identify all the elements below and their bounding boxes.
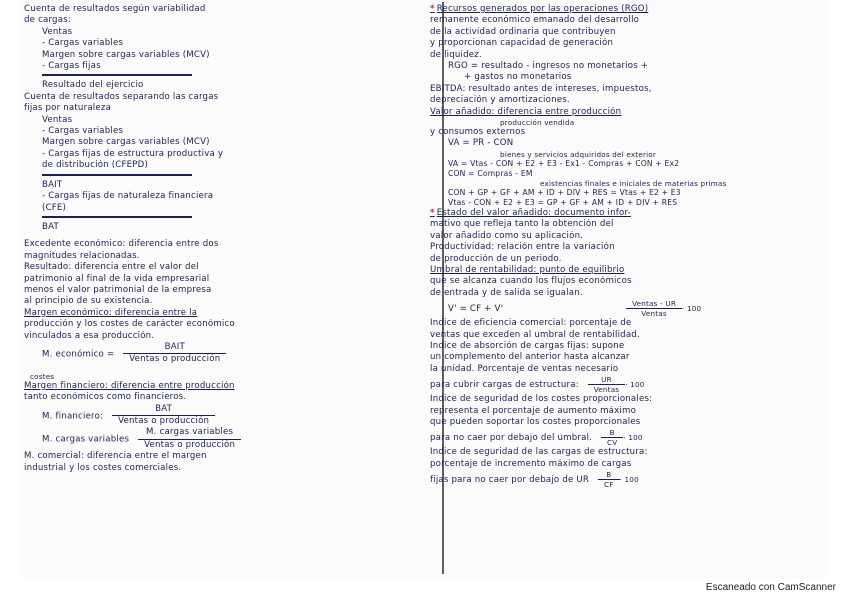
text-line: - Cargas fijas [42, 61, 101, 72]
text-line: de liquidez. [430, 49, 482, 60]
text-line: Margen sobre cargas variables (MCV) [42, 49, 210, 60]
text-line: Margen sobre cargas variables (MCV) [42, 137, 210, 148]
numerator: Ventas - UR [626, 299, 682, 309]
text-line: BAT [42, 221, 59, 232]
text-line: - Cargas variables [42, 126, 124, 137]
text-line: Productividad: relación entre la variación [430, 242, 615, 253]
text-line: fijas por naturaleza [24, 103, 112, 114]
denominator: CV [607, 438, 618, 448]
denominator: Ventas o producción [144, 439, 236, 450]
text-line: RGO = resultado - ingresos no monetarios + [448, 61, 649, 72]
right-column [430, 4, 822, 489]
text-line: fijas para no caer por debajo de UR $\frac{B}{CF}$ · 100 [430, 470, 639, 490]
text-line: industrial y los costes comerciales. [24, 462, 182, 473]
text-line: - Cargas fijas de naturaleza financiera [42, 191, 214, 202]
underline-rule [42, 174, 192, 176]
denominator: Ventas o producción [129, 354, 221, 365]
left-column [24, 4, 416, 474]
text-line: representa el porcentaje de aumento máximo [430, 405, 637, 416]
formula-financial-margin [24, 404, 416, 428]
multiplier: · 100 [625, 380, 645, 390]
fraction [138, 427, 241, 451]
text-line: VA = PR - CON [448, 138, 514, 149]
text-line: de producción de un periodo. [430, 253, 562, 264]
numerator: B [598, 470, 620, 480]
equation-line: VA = Vtas - CON + E2 + E3 - Ex1 - Compras + CON + Ex2 [448, 158, 680, 168]
text-line: y consumos externos [430, 127, 526, 138]
text-line: Cuenta de resultados separando las cargas [24, 91, 219, 102]
text-line: un complemento del anterior hasta alcanzar [430, 352, 630, 363]
text-line: al principio de su existencia. [24, 296, 153, 307]
text-line: depreciación y amortizaciones. [430, 95, 570, 106]
multiplier: · 100 [623, 433, 643, 443]
text-line: Índice de eficiencia comercial: porcentaje de [430, 318, 632, 329]
text-line: que se alcanza cuando los flujos económicos [430, 276, 632, 287]
text-line: que pueden soportar los costes proporcionales [430, 416, 641, 427]
underline-rule [42, 74, 192, 76]
text-line: Umbral de rentabilidad: punto de equilibrio [430, 264, 625, 275]
text-line: la unidad. Porcentaje de ventas necesario [430, 363, 619, 374]
text-line: Excedente económico: diferencia entre dos [24, 239, 219, 250]
text-line: valor añadido como su aplicación. [430, 230, 584, 241]
text-line: - Cargas variables [42, 38, 124, 49]
small-note: bienes y servicios adquiridos del exterior [500, 149, 657, 159]
fraction [588, 375, 626, 394]
text-line: para cubrir cargas de estructura: $\frac{UR}{\text{Ventas}}$ · 100 [430, 375, 645, 395]
fraction [598, 470, 620, 489]
text-line: para no caer por debajo del umbral. $\frac{B}{CV}$ · 100 [430, 428, 643, 448]
text-line: Resultado del ejercicio [42, 80, 144, 91]
text-line: magnitudes relacionadas. [24, 250, 140, 261]
umbral-formula [430, 299, 822, 318]
text-line: de cargas: [24, 15, 71, 26]
text-line: Cuenta de resultados según variabilidad [24, 4, 206, 14]
small-note: costes [30, 371, 55, 381]
underline-rule [42, 216, 192, 218]
formula-label: V' = CF + V' [448, 304, 504, 315]
text-line: menos el valor patrimonial de la empresa [24, 284, 212, 295]
star-mark: * [430, 4, 435, 14]
numerator: BAT [112, 404, 215, 416]
fraction [112, 404, 215, 428]
star-mark: * [430, 207, 435, 218]
text-line: vinculados a esa producción. [24, 330, 155, 341]
text-line: y proporcionan capacidad de generación [430, 38, 614, 49]
denominator: CF [604, 480, 614, 490]
equation-line: CON = Compras - EM [448, 168, 533, 178]
formula-label: M. financiero: [42, 411, 104, 421]
denominator: Ventas [593, 385, 620, 395]
equation-line: Vtas - CON + E2 + E3 = GP + GF + AM + ID + DIV + RES [448, 197, 678, 207]
text-line: Ventas [42, 26, 73, 37]
text-line: remanente económico emanado del desarrollo [430, 15, 640, 26]
multiplier: · 100 [619, 475, 639, 485]
text-line: Ventas [42, 114, 73, 125]
formula-economic-margin [24, 342, 416, 366]
text-line: Índice de seguridad de los costes proporcionales: [430, 394, 653, 405]
text-line: ventas que exceden al umbral de rentabilidad. [430, 329, 640, 340]
text-line: Índice de seguridad de las cargas de estructura: [430, 447, 648, 458]
text-line: * Recursos generados por las operaciones (RGO) [430, 4, 649, 14]
small-note: existencias finales e iniciales de materias primas [540, 178, 727, 188]
text-line: producción y los costes de carácter económico [24, 319, 235, 330]
formula-variable-margin [24, 427, 416, 451]
denominator: Ventas [641, 309, 667, 319]
numerator: M. cargas variables [138, 427, 241, 439]
text-line: Resultado: diferencia entre el valor del [24, 262, 199, 273]
text-line: patrimonio al final de la vida empresarial [24, 273, 210, 284]
fraction [123, 342, 226, 366]
numerator: B [601, 428, 623, 438]
denominator: Ventas o producción [118, 416, 210, 426]
text-line: de la actividad ordinaria que contribuyen [430, 26, 616, 37]
formula-label: M. cargas variables [42, 434, 130, 445]
text-line: mativo que refleja tanto la obtención del [430, 219, 614, 230]
text-line: BAIT [42, 179, 63, 190]
text-line: porcentaje de incremento máximo de cargas [430, 458, 632, 469]
text-line: EBITDA: resultado antes de intereses, impuestos, [430, 83, 652, 94]
formula-label: M. económico = [42, 349, 115, 360]
fraction [601, 428, 623, 447]
small-note: producción vendida [500, 118, 575, 128]
text-line: Margen económico: diferencia entre la [24, 307, 198, 318]
text-line: Margen financiero: diferencia entre producción [24, 380, 235, 391]
text-line: tanto económicos como financieros. [24, 392, 187, 403]
text-line: - Cargas fijas de estructura productiva y [42, 148, 224, 159]
fraction [626, 299, 682, 318]
text-line: de distribución (CFEPD) [42, 160, 149, 171]
text-line: (CFE) [42, 202, 67, 213]
numerator: BAIT [123, 342, 226, 354]
text-line: M. comercial: diferencia entre el margen [24, 451, 207, 462]
text-line: de entrada y de salida se igualan. [430, 287, 583, 298]
numerator: UR [588, 375, 626, 385]
text-line: + gastos no monetarios [464, 72, 572, 83]
scanner-watermark: Escaneado con CamScanner [705, 582, 836, 593]
text-line: Índice de absorción de cargas fijas: supone [430, 340, 625, 351]
text-line: * Estado del valor añadido: documento infor- [430, 207, 631, 218]
equation-line: CON + GP + GF + AM + ID + DIV + RES = Vtas + E2 + E3 [448, 187, 681, 197]
text-line: Valor añadido: diferencia entre producción [430, 106, 622, 117]
multiplier: · 100 [682, 304, 702, 314]
